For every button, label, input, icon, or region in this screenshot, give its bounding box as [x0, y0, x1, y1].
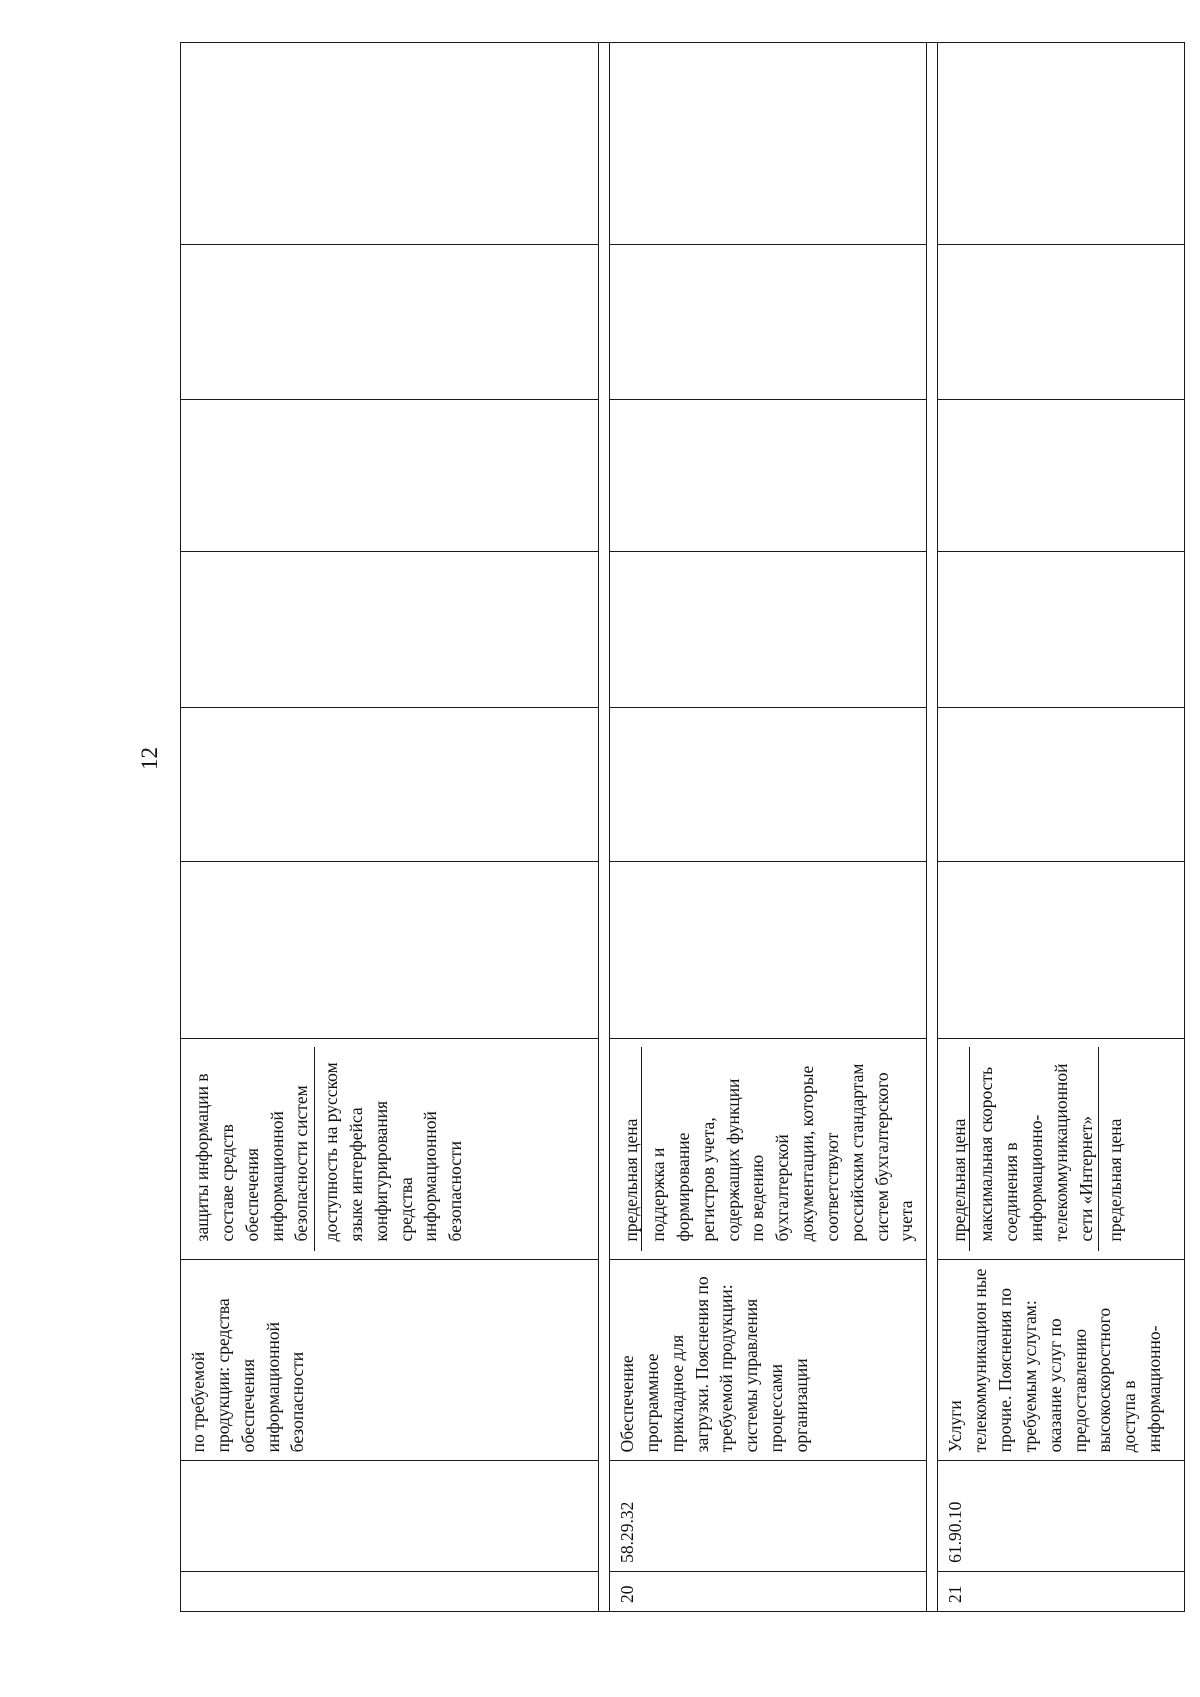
empty-cell: [938, 861, 1185, 1039]
characteristic-text: поддержка и формирование регистров учета, содержащих функции по ведению бухгалтерской документации, которые соответствуют российским стандартам систем бухгалтерского учета: [641, 1047, 921, 1251]
table-row: [610, 43, 927, 1612]
characteristic-cell: [610, 1039, 927, 1260]
empty-cell: [938, 244, 1185, 399]
empty-cell: [181, 43, 599, 245]
empty-cell: [181, 399, 599, 552]
product-name-cell: Услуги телекоммуникацион ные прочие. Пояснения по требуемым услугам: оказание услуг по предоставлению высокоскоростного доступа в информационно-: [938, 1260, 1185, 1461]
empty-cell: [181, 552, 599, 708]
table-row: [181, 43, 599, 1612]
row-number-cell: 21: [938, 1571, 1185, 1611]
empty-cell: [610, 43, 927, 245]
empty-cell: [610, 399, 927, 552]
characteristic-text: предельная цена: [949, 1118, 970, 1242]
characteristic-text: максимальная скорость соединения в информационно-телекоммуникационной сети «Интернет»: [969, 1047, 1098, 1251]
characteristics-table-rotated: [180, 42, 1185, 1612]
empty-cell: [938, 708, 1185, 862]
characteristic-text: предельная цена: [1098, 1047, 1130, 1251]
characteristic-text: доступность на русском языке интерфейса конфигурирования средства информационной безопасности: [314, 1047, 470, 1251]
characteristic-text: предельная цена: [621, 1118, 641, 1242]
empty-cell: [610, 861, 927, 1039]
empty-cell: [610, 708, 927, 862]
characteristics-table: [180, 42, 1185, 1612]
empty-cell: [181, 244, 599, 399]
empty-cell: [938, 552, 1185, 708]
table-row: [938, 43, 1185, 1612]
row-number-cell: [181, 1571, 599, 1611]
characteristic-text: защиты информации в составе средств обеспечения информационной безопасности систем: [192, 1073, 312, 1242]
okpd-code-cell: [181, 1461, 599, 1571]
product-name-cell: Обеспечение программное прикладное для загрузки. Пояснения по требуемой продукции: системы управления процессами организации: [610, 1260, 927, 1461]
product-name-cell: по требуемой продукции: средства обеспечения информационной безопасности: [181, 1260, 599, 1461]
empty-cell: [938, 43, 1185, 245]
row-separator: [927, 43, 938, 1612]
characteristic-cell: [181, 1039, 599, 1260]
empty-cell: [610, 552, 927, 708]
empty-cell: [181, 708, 599, 862]
page-number: 12: [137, 747, 162, 770]
okpd-code-cell: 58.29.32: [610, 1461, 927, 1571]
empty-cell: [181, 861, 599, 1039]
empty-cell: [938, 399, 1185, 552]
row-separator: [599, 43, 610, 1612]
row-number-cell: 20: [610, 1571, 927, 1611]
okpd-code-cell: 61.90.10: [938, 1461, 1185, 1571]
characteristic-cell: [938, 1039, 1185, 1260]
empty-cell: [610, 244, 927, 399]
